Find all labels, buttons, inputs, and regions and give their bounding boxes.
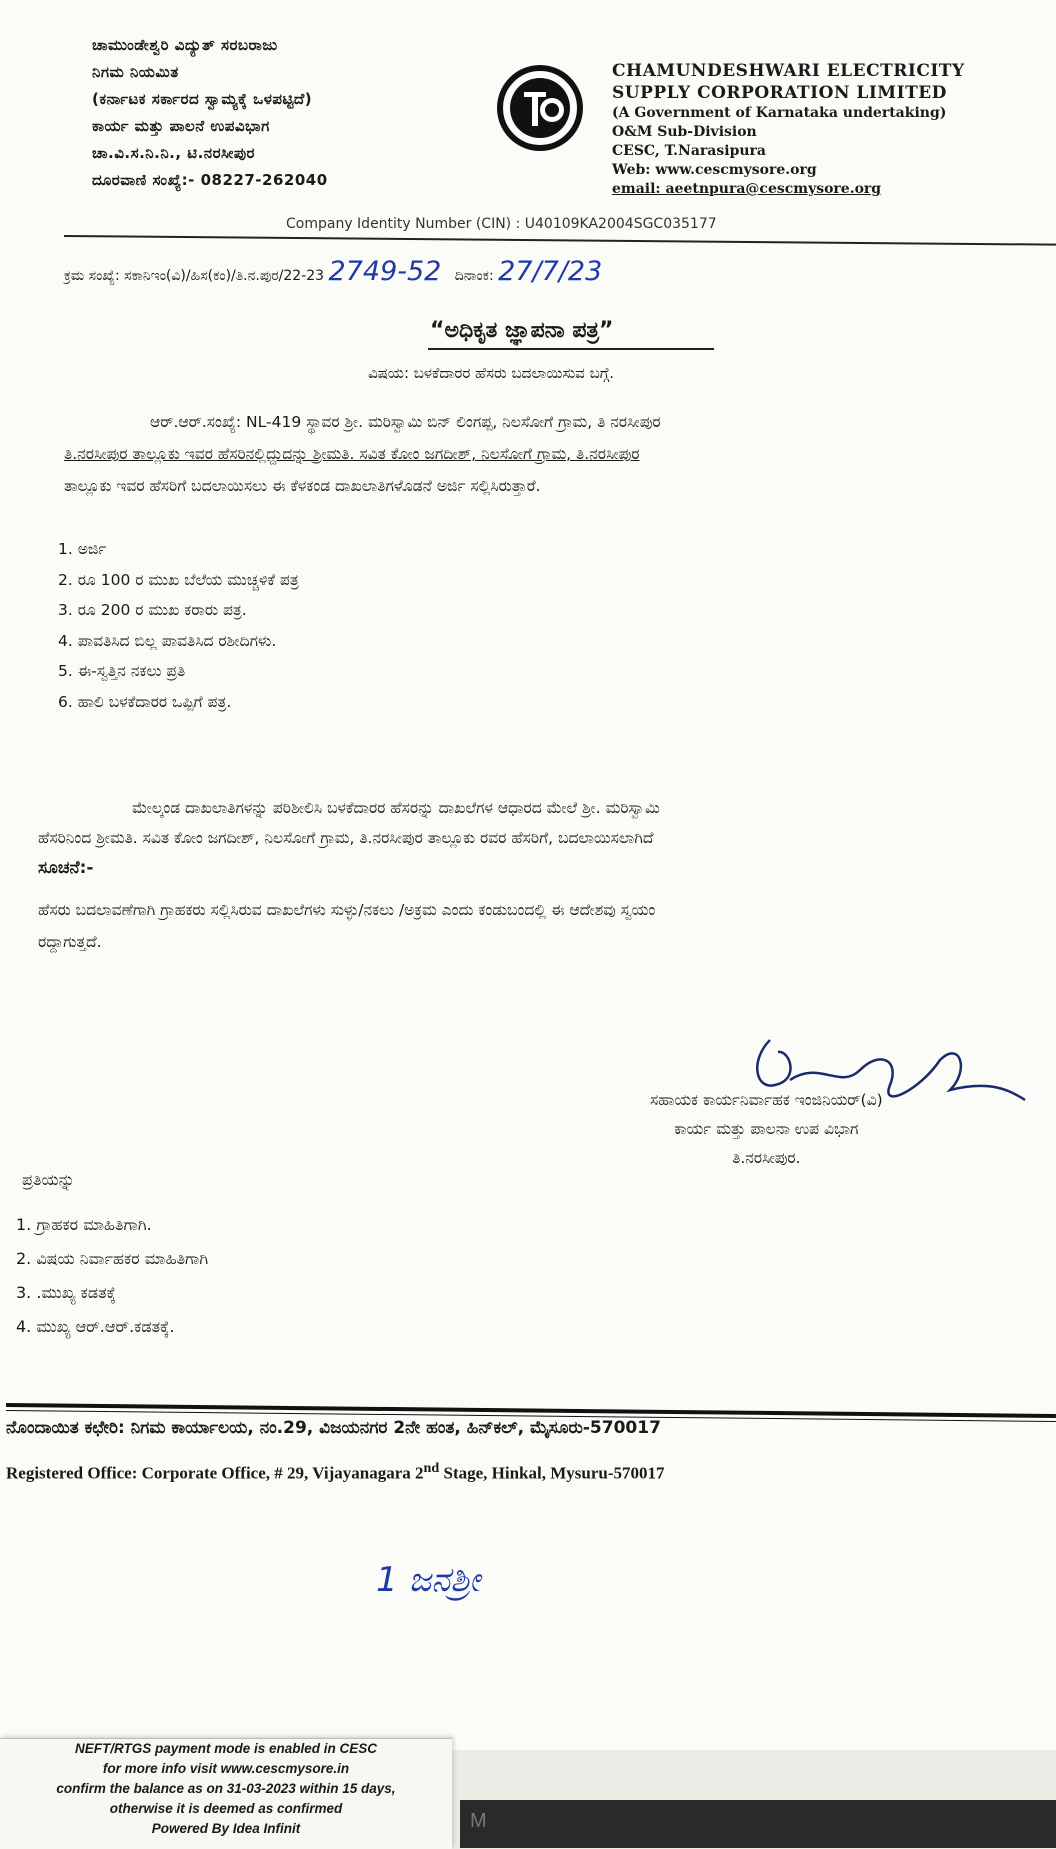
list-item: 6. ಹಾಲಿ ಬಳಕೆದಾರರ ಒಪ್ಪಿಗೆ ಪತ್ರ. [58,692,232,711]
list-item: 4. ಪಾವತಿಸಿದ ಬಿಲ್ಲ ಪಾವತಿಸಿದ ರಶೀದಿಗಳು. [58,631,277,650]
body-paragraph-line: ಹೆಸರಿನಿಂದ ಶ್ರೀಮತಿ. ಸವಿತ ಕೋಂ ಜಗದೀಶ್, ನಿಲಸೋಗೆ ಗ್ರಾಮ, ತಿ.ನರಸೀಪುರ ತಾಲ್ಲೂಕು ರವರ ಹೆಸರಿಗೆ, ಬದಲಾಯಿಸಲಾಗಿದೆ [38,829,654,847]
kannada-name-line: ಕಾರ್ಯ ಮತ್ತು ಪಾಲನೆ ಉಪವಿಭಾಗ [92,117,270,135]
documents-list [58,534,299,717]
memo-subject: ವಿಷಯ: ಬಳಕೆದಾರರ ಹೆಸರು ಬದಲಾಯಿಸುವ ಬಗ್ಗೆ. [368,364,615,382]
list-item: 3. ರೂ 200 ರ ಮುಖ ಕರಾರು ಪತ್ರ. [58,601,247,619]
company-name-line-2: SUPPLY CORPORATION LIMITED [612,83,947,103]
company-email: email: aeetnpura@cescmysore.org [612,181,882,197]
registered-office-english [6,1460,665,1484]
company-subtitle: O&M Sub-Division [612,124,757,140]
note-line: ರದ್ದಾಗುತ್ತದೆ. [38,933,102,951]
kannada-letterhead [92,32,328,194]
registered-office-text: Stage, Hinkal, Mysuru-570017 [439,1463,665,1483]
company-cin: Company Identity Number (CIN) : U40109KA2004SGC035177 [286,216,717,232]
list-item: 2. ರೂ 100 ರ ಮುಖ ಬೆಲೆಯ ಮುಚ್ಚಳಿಕೆ ಪತ್ರ [58,570,299,589]
kannada-name-line: ನಿಗಮ ನಿಯಮಿತ [92,63,179,81]
header-divider [64,235,1056,246]
body-paragraph-line: ಆರ್.ಆರ್.ಸಂಖ್ಯೆ: NL-419 ಸ್ಥಾವರ ಶ್ರೀ. ಮರಿಸ್ವಾಮಿ ಬಿನ್ ಲಿಂಗಪ್ಪ, ನಿಲಸೋಗೆ ಗ್ರಾಮ, ತಿ ನರಸೀಪುರ [150,413,661,431]
background-strip [460,1800,1056,1848]
signatory-office: ಕಾರ್ಯ ಮತ್ತು ಪಾಲನಾ ಉಪ ವಿಭಾಗ [674,1120,859,1138]
company-subtitle: (A Government of Karnataka undertaking) [612,105,947,121]
list-item: 2. ವಿಷಯ ನಿರ್ವಾಹಕರ ಮಾಹಿತಿಗಾಗಿ [16,1249,209,1268]
kannada-name-line: (ಕರ್ನಾಟಕ ಸರ್ಕಾರದ ಸ್ವಾಮ್ಯಕ್ಕೆ ಒಳಪಟ್ಟಿದೆ) [92,90,313,108]
memo-title: “ಅಧಿಕೃತ ಜ್ಞಾಪನಾ ಪತ್ರ” [430,318,614,343]
slip-line: NEFT/RTGS payment mode is enabled in CESC [74,1741,378,1756]
note-heading: ಸೂಚನೆ:- [38,858,94,878]
payment-receipt-slip [0,1738,452,1849]
list-item: 3. .ಮುಖ್ಯ ಕಡತಕ್ಕೆ [16,1283,116,1302]
list-item: 4. ಮುಖ್ಯ ಆರ್.ಆರ್.ಕಡತಕ್ಕೆ. [16,1317,175,1336]
strip-text: M [470,1810,487,1832]
signature-block [650,1086,883,1173]
kannada-name-line: ಚಾಮುಂಡೇಶ್ವರಿ ವಿದ್ಯುತ್ ಸರಬರಾಜು [92,36,278,54]
slip-line: confirm the balance as on 31-03-2023 within 15 days, [56,1781,396,1796]
english-letterhead [612,60,965,199]
list-item: 1. ಅರ್ಜಿ [58,540,107,558]
signatory-designation: ಸಹಾಯಕ ಕಾರ್ಯನಿರ್ವಾಹಕ ಇಂಜಿನಿಯರ್(ವಿ) [650,1091,883,1109]
title-underline [428,348,714,350]
reference-number: ಕ್ರಮ ಸಂಖ್ಯೆ: ಸಕಾನಿಇಂ(ವಿ)/ಹಿಸ(ಕಂ)/ತಿ.ನ.ಪುರ/22-23 [64,268,325,284]
reference-line [64,256,602,287]
copies-list [16,1208,208,1344]
slip-line: otherwise it is deemed as confirmed [109,1801,343,1816]
copies-heading: ಪ್ರತಿಯನ್ನು [22,1170,75,1189]
handwritten-reference-number: 2749-52 [328,256,442,287]
handwritten-date: 27/7/23 [498,256,603,287]
signatory-place: ತಿ.ನರಸೀಪುರ. [732,1149,801,1167]
note-line: ಹೆಸರು ಬದಲಾವಣೆಗಾಗಿ ಗ್ರಾಹಕರು ಸಲ್ಲಿಸಿರುವ ದಾಖಲೆಗಳು ಸುಳ್ಳು/ನಕಲು /ಅಕ್ರಮ ಎಂದು ಕಂಡುಬಂದಲ್ಲಿ ಈ ಆದೇಶವು ಸ್ವಯಂ [38,901,656,919]
company-web: Web: www.cescmysore.org [612,162,817,178]
company-name-line-1: CHAMUNDESHWARI ELECTRICITY [612,61,965,81]
body-paragraph-line: ತಾಲ್ಲೂಕು ಇವರ ಹೆಸರಿಗೆ ಬದಲಾಯಿಸಲು ಈ ಕೆಳಕಂಡ ದಾಖಲಾತಿಗಳೊಡನೆ ಅರ್ಜಿ ಸಲ್ಲಿಸಿರುತ್ತಾರೆ. [64,477,541,495]
handwritten-receipt-note: 1 ಜನಶ್ರೀ [376,1560,481,1600]
body-paragraph-line: ಮೇಲ್ಕಂಡ ದಾಖಲಾತಿಗಳನ್ನು ಪರಿಶೀಲಿಸಿ ಬಳಕೆದಾರರ ಹೆಸರನ್ನು ದಾಖಲೆಗಳ ಆಧಾರದ ಮೇಲೆ ಶ್ರೀ. ಮರಿಸ್ವಾಮಿ [132,799,660,817]
slip-line: Powered By Idea Infinit [151,1821,301,1836]
body-paragraph-line: ತಿ.ನರಸೀಪುರ ತಾಲ್ಲೂಕು ಇವರ ಹೆಸರಿನಲ್ಲಿದ್ದುದನ್ನು ಶ್ರೀಮತಿ. ಸವಿತ ಕೋಂ ಜಗದೀಶ್, ನಿಲಸೋಗೆ ಗ್ರಾಮ, ತಿ.ನರಸೀಪುರ [64,445,640,463]
slip-line: for more info visit www.cescmysore.in [102,1761,350,1776]
list-item: 1. ಗ್ರಾಹಕರ ಮಾಹಿತಿಗಾಗಿ. [16,1215,152,1234]
date-label: ದಿನಾಂಕ: [454,268,494,284]
cesc-logo [494,62,586,154]
registered-office-text: Registered Office: Corporate Office, # 29, Vijayanagara 2 [6,1463,424,1483]
kannada-phone: ದೂರವಾಣಿ ಸಂಖ್ಯೆ:- 08227-262040 [92,171,328,189]
registered-office-kannada: ನೊಂದಾಯಿತ ಕಛೇರಿ: ನಿಗಮ ಕಾರ್ಯಾಲಯ, ನಂ.29, ವಿಜಯನಗರ 2ನೇ ಹಂತ, ಹಿನ್‌ಕಲ್, ಮೈಸೂರು-570017 [6,1418,661,1438]
company-subtitle: CESC, T.Narasipura [612,143,766,159]
list-item: 5. ಈ-ಸ್ವತ್ತಿನ ನಕಲು ಪ್ರತಿ [58,662,186,680]
kannada-name-line: ಚಾ.ವಿ.ಸ.ನಿ.ನಿ., ಟಿ.ನರಸೀಪುರ [92,144,255,162]
ordinal-suffix: nd [423,1460,440,1476]
